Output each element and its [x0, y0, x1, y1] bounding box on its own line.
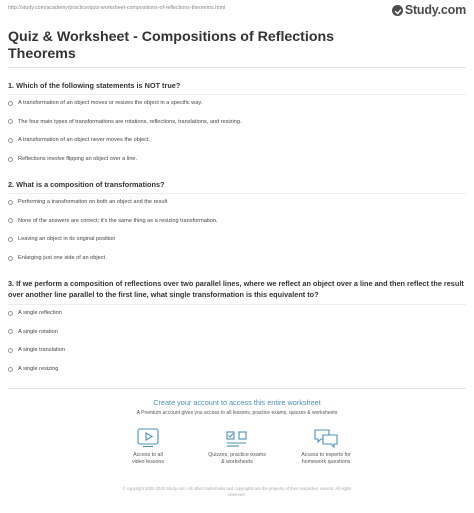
video-play-icon	[137, 428, 159, 448]
feature-experts	[286, 428, 366, 466]
feature-line-2: video lessons	[131, 459, 165, 465]
title-divider	[8, 67, 466, 68]
question-3-options	[8, 304, 466, 378]
answer-option[interactable]	[8, 323, 466, 342]
feature-line-1: Access to all	[133, 452, 163, 458]
quiz-icon	[225, 428, 249, 448]
question-2: 2. What is a composition of transformations?	[8, 180, 165, 189]
premium-description: A Premium account gives you access to all lessons, practice exams, quizzes & worksheets	[136, 410, 338, 416]
feature-quizzes	[197, 428, 277, 466]
logo-text: Study.com	[404, 3, 466, 17]
page-url: http://study.com/academy/practice/quiz-worksheet-compositions-of-reflections-theorems.html	[8, 5, 226, 11]
answer-text: Performing a transformation on both an object and the result	[18, 199, 168, 206]
feature-line-2: homework questions	[301, 459, 351, 465]
study-logo[interactable]	[392, 3, 466, 17]
answer-option[interactable]	[8, 230, 466, 249]
top-bar	[0, 0, 474, 18]
question-2-options	[8, 193, 466, 267]
feature-line-1: Quizzes, practice exams	[208, 452, 266, 458]
answer-text: The four main types of transformations are rotations, reflections, translations, and resizing.	[18, 118, 242, 125]
radio-bullet-icon[interactable]	[8, 311, 13, 316]
radio-bullet-icon[interactable]	[8, 101, 13, 106]
logo-check-icon	[392, 5, 403, 16]
copyright-footer	[60, 486, 414, 498]
answer-text: None of the answers are correct; it's the same thing as a resizing transformation.	[18, 217, 218, 224]
answer-option[interactable]	[8, 304, 466, 323]
feature-video-lessons	[108, 428, 188, 466]
radio-bullet-icon[interactable]	[8, 157, 13, 162]
answer-text: A single translation	[18, 347, 65, 354]
answer-option[interactable]	[8, 212, 466, 231]
copyright-line-1: © copyright 2003-2020 Study.com. All other trademarks and copyrights are the property of their respective owners. All rights	[122, 486, 352, 491]
copyright-line-2: reserved.	[228, 492, 246, 497]
answer-option[interactable]	[8, 360, 466, 379]
answer-text: A transformation of an object never moves the object.	[18, 137, 151, 144]
question-3: 3. If we perform a composition of reflections over two parallel lines, where we reflect an object over a line and then reflect the result over another line parallel to the first line, what single transformation is this equivalent to?	[8, 279, 464, 299]
radio-bullet-icon[interactable]	[8, 348, 13, 353]
radio-bullet-icon[interactable]	[8, 218, 13, 223]
radio-bullet-icon[interactable]	[8, 329, 13, 334]
answer-option[interactable]	[8, 94, 466, 113]
answer-option[interactable]	[8, 193, 466, 212]
radio-bullet-icon[interactable]	[8, 367, 13, 372]
answer-text: Enlarging just one side of an object	[18, 255, 106, 262]
answer-text: A single rotation	[18, 328, 58, 335]
chat-icon	[313, 428, 339, 448]
answer-option[interactable]	[8, 113, 466, 132]
promo-divider	[8, 388, 466, 389]
answer-option[interactable]	[8, 150, 466, 169]
radio-bullet-icon[interactable]	[8, 256, 13, 261]
create-account-link[interactable]: Create your account to access this entire worksheet	[153, 398, 321, 407]
page-title: Quiz & Worksheet - Compositions of Reflections Theorems	[8, 29, 335, 62]
answer-text: Reflections involve flipping an object over a line.	[18, 156, 138, 163]
question-1: 1. Which of the following statements is NOT true?	[8, 81, 181, 90]
feature-line-1: Access to experts for	[301, 452, 351, 458]
answer-text: A single reflection	[18, 310, 62, 317]
feature-line-2: & worksheets	[221, 459, 253, 465]
radio-bullet-icon[interactable]	[8, 119, 13, 124]
radio-bullet-icon[interactable]	[8, 138, 13, 143]
answer-text: Leaving an object in its original position	[18, 236, 116, 243]
answer-text: A transformation of an object moves or resizes the object in a specific way.	[18, 100, 203, 107]
question-1-options	[8, 94, 466, 168]
answer-option[interactable]	[8, 341, 466, 360]
radio-bullet-icon[interactable]	[8, 200, 13, 205]
answer-option[interactable]	[8, 131, 466, 150]
radio-bullet-icon[interactable]	[8, 237, 13, 242]
answer-option[interactable]	[8, 249, 466, 268]
answer-text: A single resizing	[18, 366, 59, 373]
